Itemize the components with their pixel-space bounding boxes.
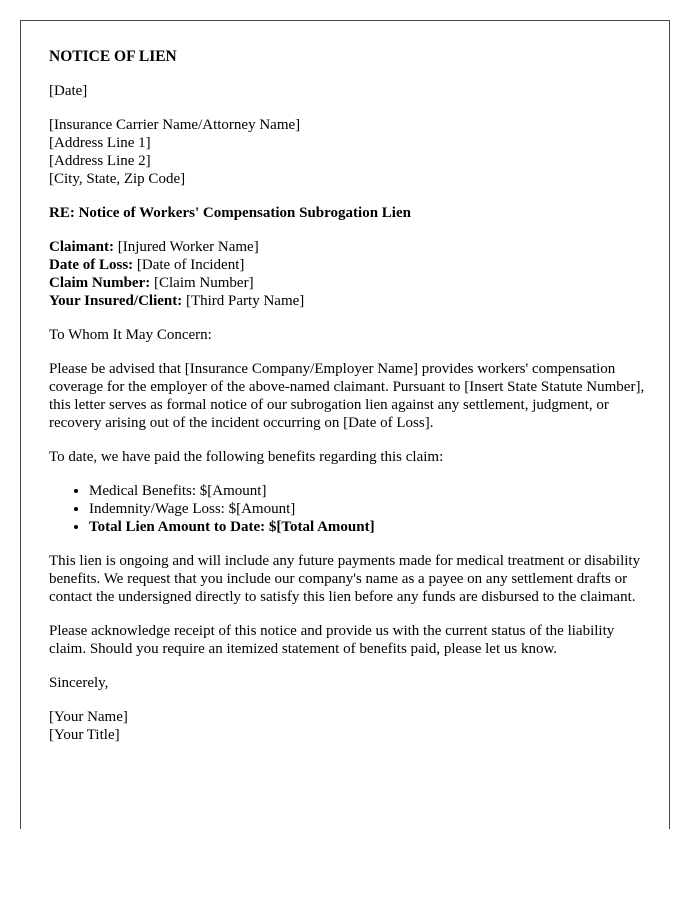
recipient-name: [Insurance Carrier Name/Attorney Name] [49,117,301,133]
paragraph-ongoing-lien: This lien is ongoing and will include any future payments made for medical treatment or disability benefits. We request that you include our company's name as a payee on any settlement drafts or contact the undersigned directly to satisfy this lien before any funds are disbursed to the claimant. [49,553,641,605]
paragraph-benefits-intro: To date, we have paid the following benefits regarding this claim: [49,449,444,465]
closing: Sincerely, [49,675,109,691]
paragraph-notice: Please be advised that [Insurance Company/Employer Name] provides workers' compensation coverage for the employer of the above-named claimant. Pursuant to [Insert State Statute Number], this letter serves as formal notice of our subrogation lien against any settlement, judgment, or recovery arising out of the incident occurring on [Date of Loss]. [49,361,645,431]
insured-client-field [49,293,304,309]
document-title: NOTICE OF LIEN [49,48,177,65]
total-lien-item: • Total Lien Amount to Date: $[Total Amount] [89,518,649,536]
field-value: [Date of Incident] [133,257,245,273]
list-item: • Indemnity/Wage Loss: $[Amount] [89,500,649,518]
field-label: Your Insured/Client: [49,293,183,309]
field-label: Claimant: [49,239,114,255]
signer-name: [Your Name] [49,709,128,725]
field-label: Date of Loss: [49,257,134,273]
signer-title: [Your Title] [49,727,120,743]
address-line-1: [Address Line 1] [49,135,151,151]
field-value: [Claim Number] [150,275,254,291]
field-label: Claim Number: [49,275,151,291]
letter-page [20,20,670,829]
salutation: To Whom It May Concern: [49,327,212,343]
benefits-list [49,482,649,536]
date-of-loss-field [49,257,244,273]
paragraph-acknowledge: Please acknowledge receipt of this notice and provide us with the current status of the liability claim. Should you require an itemized statement of benefits paid, please let us know. [49,623,615,657]
field-value: [Third Party Name] [182,293,305,309]
signature-block [49,708,649,744]
letter-date: [Date] [49,83,88,99]
claimant-field [49,239,259,255]
recipient-address [49,116,649,188]
field-value: [Injured Worker Name] [114,239,259,255]
re-line: RE: Notice of Workers' Compensation Subrogation Lien [49,205,411,221]
address-line-2: [Address Line 2] [49,153,151,169]
claim-number-field [49,275,254,291]
city-state-zip: [City, State, Zip Code] [49,171,186,187]
claim-fields [49,238,649,310]
list-item: • Medical Benefits: $[Amount] [89,482,649,500]
